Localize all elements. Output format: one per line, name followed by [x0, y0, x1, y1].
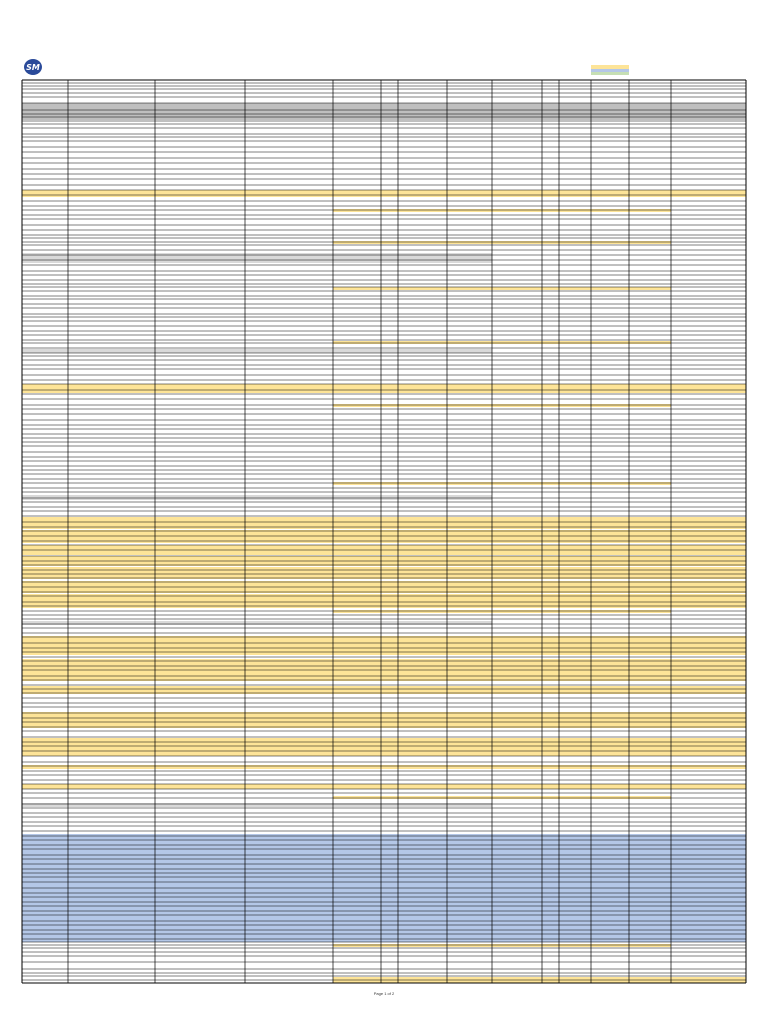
yellow-row-16	[22, 748, 746, 756]
yellow-subtotal-3	[333, 341, 671, 344]
yellow-subtotal-6	[333, 610, 671, 613]
header-fill	[22, 103, 746, 120]
yellow-row-0	[22, 190, 746, 197]
yellow-subtotal-0	[333, 209, 671, 212]
yellow-row-18	[22, 784, 746, 789]
page-footer: Page 1 of 2	[373, 991, 395, 996]
grey-row-2	[22, 495, 492, 500]
grey-row-3	[22, 621, 492, 625]
yellow-row-6	[22, 567, 746, 579]
yellow-subtotal-2	[333, 287, 671, 290]
yellow-row-17	[22, 765, 746, 769]
yellow-subtotal-4	[333, 404, 671, 407]
yellow-subtotal-8	[333, 944, 671, 947]
company-logo-text: SM	[26, 62, 40, 72]
yellow-subtotal-1	[333, 241, 671, 244]
grey-row-4	[22, 803, 492, 807]
yellow-row-10	[22, 646, 746, 647]
yellow-subtotal-5	[333, 482, 671, 485]
grey-row-1	[22, 349, 492, 353]
grey-row-0	[22, 253, 492, 263]
yellow-row-1	[22, 384, 746, 393]
yellow-row-14	[22, 720, 746, 721]
yellow-subtotal-7	[333, 796, 671, 799]
